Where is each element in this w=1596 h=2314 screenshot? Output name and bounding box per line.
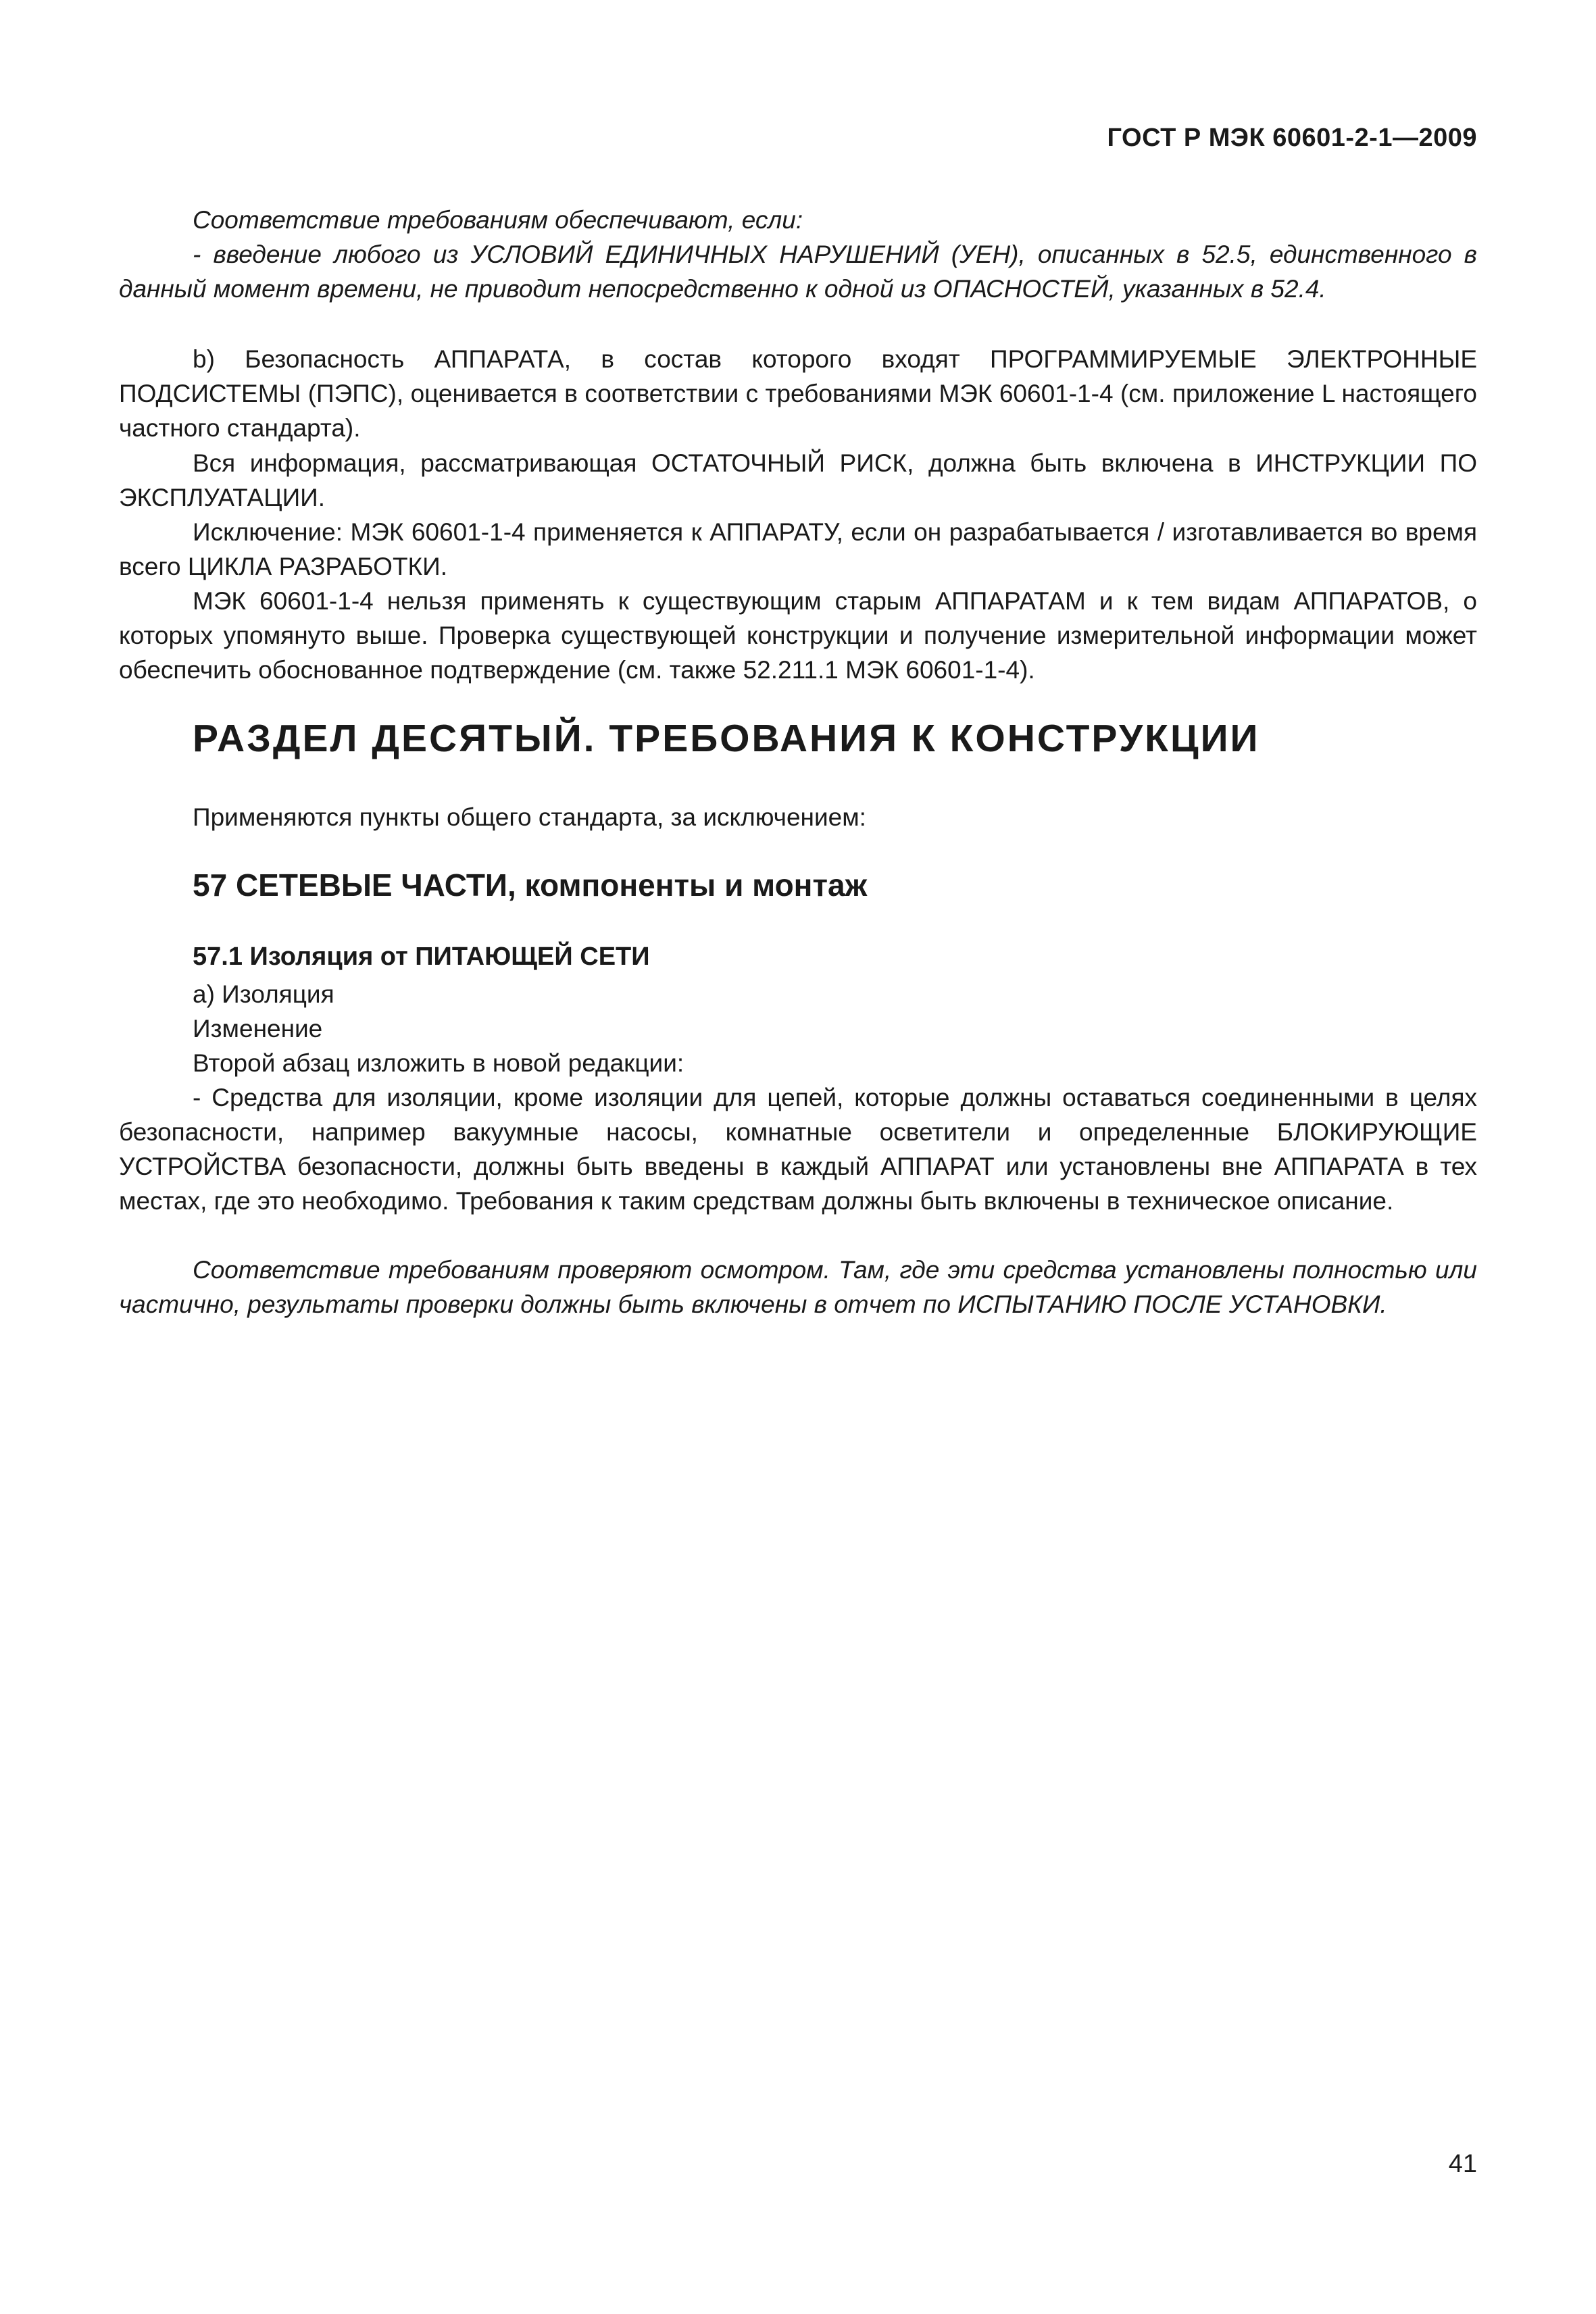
standard-header: ГОСТ Р МЭК 60601-2-1—2009 <box>1107 124 1477 152</box>
section-title: РАЗДЕЛ ДЕСЯТЫЙ. ТРЕБОВАНИЯ К КОНСТРУКЦИИ <box>193 717 1260 760</box>
second-paragraph-instruction: Второй абзац изложить в новой редакции: <box>193 1049 684 1077</box>
document-page <box>119 0 1477 2314</box>
isolation-means-paragraph: - Средства для изоляции, кроме изоляции для цепей, которые должны оставаться соединенными в целях безопасности, например вакуумные насосы, комнатные осветители и определенные БЛОКИРУЮЩИЕ УСТРОЙСТВА безопасности, должны быть введены в каждый АППАРАТ или установлены вне АППАРАТА в тех местах, где это необходимо. Требования к таким средствам должны быть включены в техническое описание. <box>119 1084 1477 1215</box>
item-a-label: а) Изоляция <box>193 980 334 1008</box>
page-number: 41 <box>1448 2150 1477 2178</box>
section-applies-text: Применяются пункты общего стандарта, за исключением: <box>193 803 866 831</box>
compliance-check-paragraph: Соответствие требованиям проверяют осмотром. Там, где эти средства установлены полностью или частично, результаты проверки должны быть включены в отчет по ИСПЫТАНИЮ ПОСЛЕ УСТАНОВКИ. <box>119 1256 1477 1318</box>
old-apparatus-paragraph: МЭК 60601-1-4 нельзя применять к существующим старым АППАРАТАМ и к тем видам АППАРАТОВ, о которых упомянуто выше. Проверка существующей конструкции и получение измерительной информации может обеспечить обоснованное подтверждение (см. также 52.211.1 МЭК 60601-1-4). <box>119 587 1477 684</box>
item-b-paragraph: b) Безопасность АППАРАТА, в состав которого входят ПРОГРАММИРУЕМЫЕ ЭЛЕКТРОННЫЕ ПОДСИСТЕМЫ (ПЭПС), оценивается в соответствии с требованиями МЭК 60601-1-4 (см. приложение L настоящего частного стандарта). <box>119 345 1477 442</box>
clause-57-title: 57 СЕТЕВЫЕ ЧАСТИ, компоненты и монтаж <box>193 867 868 903</box>
compliance-item: - введение любого из УСЛОВИЙ ЕДИНИЧНЫХ НАРУШЕНИЙ (УЕН), описанных в 52.5, единственного в данный момент времени, не приводит непосредственно к одной из ОПАСНОСТЕЙ, указанных в 52.4. <box>119 241 1477 303</box>
compliance-intro: Соответствие требованиям обеспечивают, если: <box>193 206 803 234</box>
exception-paragraph: Исключение: МЭК 60601-1-4 применяется к АППАРАТУ, если он разрабатывается / изготавливается во время всего ЦИКЛА РАЗРАБОТКИ. <box>119 518 1477 580</box>
change-label: Изменение <box>193 1015 323 1042</box>
residual-risk-paragraph: Вся информация, рассматривающая ОСТАТОЧНЫЙ РИСК, должна быть включена в ИНСТРУКЦИИ ПО ЭКСПЛУАТАЦИИ. <box>119 449 1477 511</box>
subclause-57-1-title: 57.1 Изоляция от ПИТАЮЩЕЙ СЕТИ <box>193 942 650 971</box>
